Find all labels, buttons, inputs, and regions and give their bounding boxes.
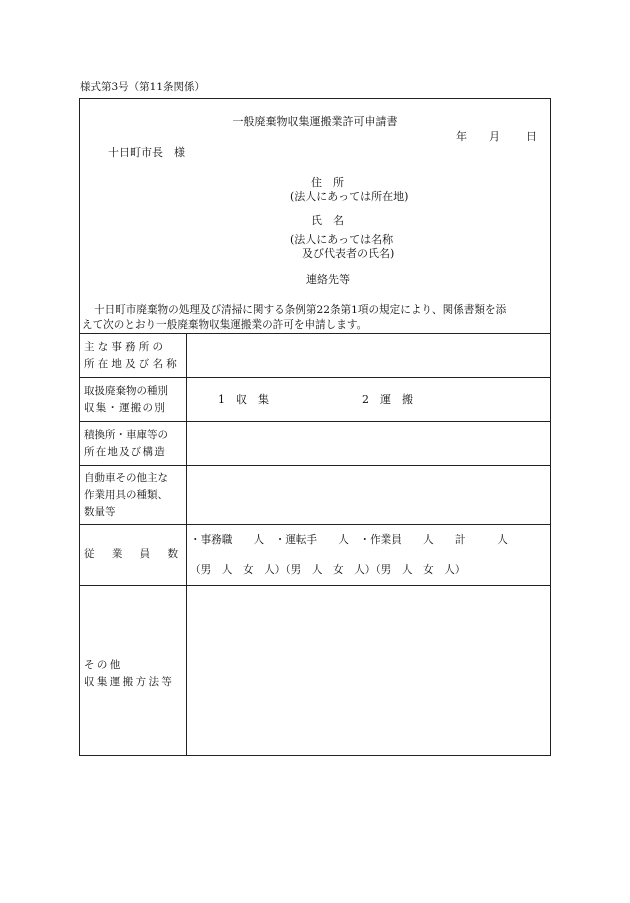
address-label: 住 所 — [311, 176, 344, 189]
date-month: 月 — [489, 130, 500, 143]
row-divider — [80, 377, 550, 378]
vehicles-label: 自動車その他主な 作業用具の種類、 数量等 — [84, 472, 168, 518]
transfer-station-label: 積換所・車庫等の 所在地及び構造 — [84, 429, 168, 458]
body-text-line-1: 十日町市廃棄物の処理及び清掃に関する条例第22条第1項の規定により、関係書類を添 — [94, 304, 507, 316]
other-methods-label: その他 収集運搬方法等 — [84, 659, 175, 688]
row-divider — [80, 465, 550, 466]
name-label: 氏 名 — [311, 214, 344, 227]
contact-label: 連絡先等 — [306, 273, 350, 286]
column-divider — [186, 333, 187, 755]
address-note: (法人にあっては所在地) — [290, 190, 409, 203]
office-field[interactable] — [188, 337, 550, 375]
form-number-label: 様式第3号（第11条関係） — [80, 81, 206, 93]
waste-option-collection[interactable]: 1 収 集 — [218, 393, 269, 406]
transfer-station-field[interactable] — [188, 425, 550, 463]
waste-option-transport[interactable]: 2 運 搬 — [362, 393, 413, 406]
staff-count-line-1: ・事務職 人 ・運転手 人 ・作業員 人 計 人 — [190, 534, 508, 546]
vehicles-field[interactable] — [188, 469, 550, 522]
other-methods-field[interactable] — [188, 589, 550, 753]
staff-count-label: 従 業 員 数 — [84, 548, 178, 560]
row-divider — [80, 421, 550, 422]
name-note-2: 及び代表者の氏名) — [302, 247, 395, 260]
waste-type-label: 取扱廃棄物の種別 収集・運搬の別 — [84, 385, 168, 414]
date-year: 年 — [456, 130, 467, 143]
application-form — [79, 98, 551, 756]
row-divider — [80, 585, 550, 586]
row-divider — [80, 524, 550, 525]
table-top-rule — [80, 333, 550, 334]
date-day: 日 — [526, 130, 537, 143]
body-text-line-2: えて次のとおり一般廃棄物収集運搬業の許可を申請します。 — [82, 319, 368, 331]
staff-count-line-2: （男 人 女 人）（男 人 女 人）（男 人 女 人） — [190, 564, 466, 576]
name-note-1: (法人にあっては名称 — [290, 233, 394, 246]
form-title: 一般廃棄物収集運搬業許可申請書 — [232, 115, 398, 128]
office-label: 主な事務所の 所在地及び名称 — [84, 341, 180, 370]
addressee: 十日町市長 様 — [108, 146, 185, 159]
